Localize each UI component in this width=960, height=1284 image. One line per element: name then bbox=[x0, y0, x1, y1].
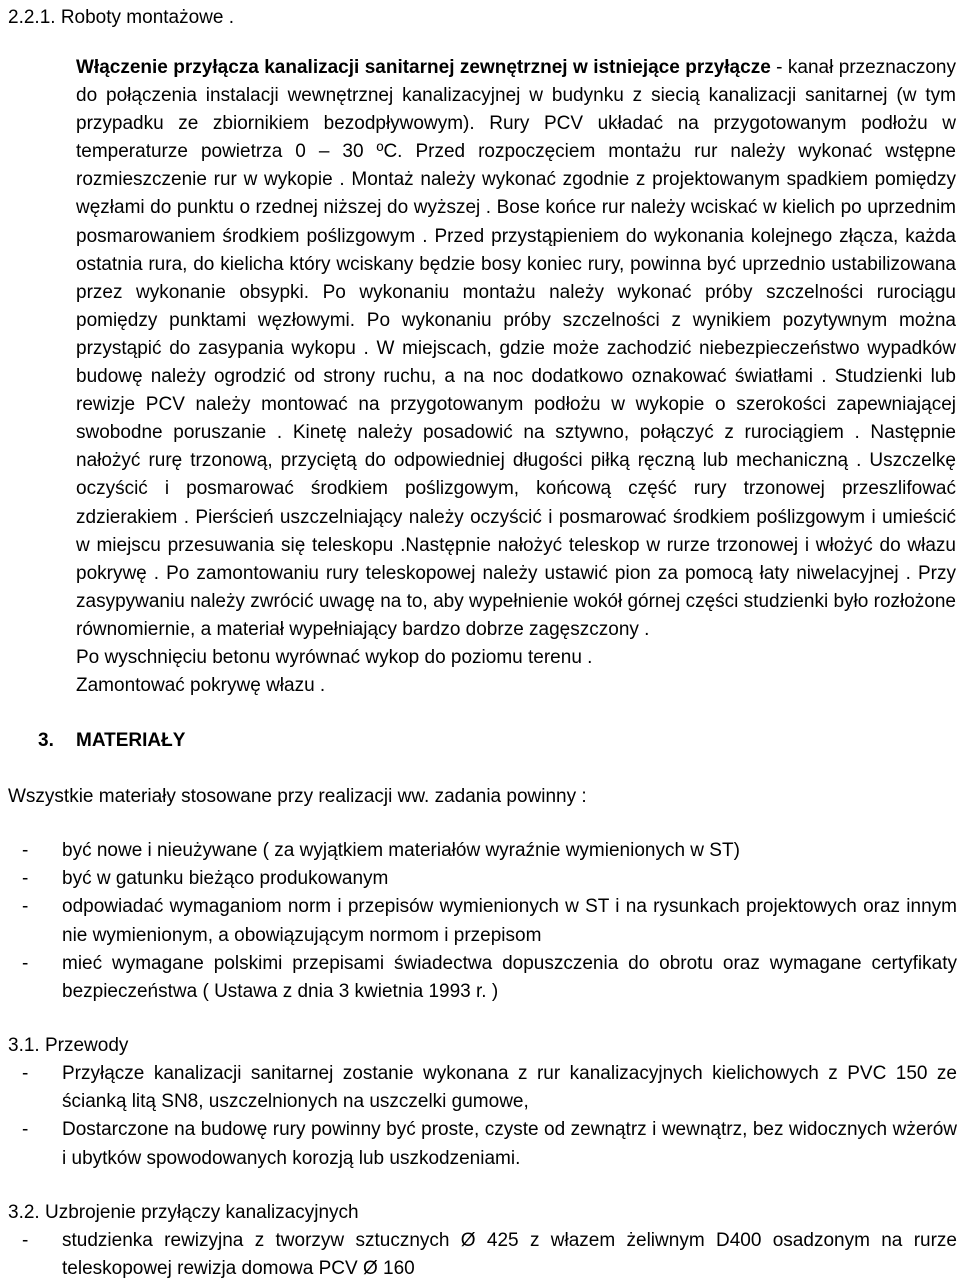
dash-bullet: - bbox=[22, 1063, 29, 1084]
dash-bullet: - bbox=[22, 896, 29, 918]
dash-bullet: - bbox=[22, 868, 29, 890]
installation-paragraph bbox=[76, 54, 956, 700]
dash-bullet: - bbox=[22, 1230, 29, 1251]
list-item-text: studzienka rewizyjna z tworzyw sztucznych Ø 425 z włazem żeliwnym D400 osadzonym na rurze teleskopowej rewizja domowa PCV Ø 160 bbox=[62, 1230, 957, 1280]
materials-intro: Wszystkie materiały stosowane przy realizacji ww. zadania powinny : bbox=[8, 786, 587, 807]
dash-bullet: - bbox=[22, 1119, 29, 1141]
list-item bbox=[22, 893, 957, 949]
materials-title bbox=[38, 727, 185, 755]
list-item-text: być w gatunku bieżąco produkowanym bbox=[62, 868, 389, 890]
list-item bbox=[22, 950, 957, 1006]
list-item-text: Przyłącze kanalizacji sanitarnej zostanie wykonana z rur kanalizacyjnych kielichowych z PVC 150 ze ścianką litą SN8, uszczelnionych na uszczelki gumowe, bbox=[62, 1063, 957, 1113]
paragraph-lead: Włączenie przyłącza kanalizacji sanitarnej zewnętrznej w istniejące przyłącze bbox=[76, 57, 771, 78]
pipes-list bbox=[22, 1060, 957, 1173]
list-item bbox=[22, 1227, 957, 1283]
list-item-text: odpowiadać wymaganiom norm i przepisów wymienionych w ST i na rysunkach projektowych oraz innym nie wymienionym, a obowiązującym normom i przepisom bbox=[62, 896, 957, 946]
dash-bullet: - bbox=[22, 840, 29, 861]
paragraph-tail-1: Po wyschnięciu betonu wyrównać wykop do poziomu terenu . bbox=[76, 646, 593, 668]
paragraph-tail-2: Zamontować pokrywę włazu . bbox=[76, 675, 326, 697]
list-item-text: Dostarczone na budowę rury powinny być proste, czyste od zewnątrz i wewnątrz, bez widocznych wżerów i ubytków spowodowanych korozją lub uszkodzeniami. bbox=[62, 1119, 957, 1169]
paragraph-text: - kanał przeznaczony do połączenia instalacji wewnętrznej kanalizacyjnej w budynku z siecią kanalizacji sanitarnej (w tym przypadku ze zbiornikiem bezodpływowym). Rury PCV układać na przygotowanym podłożu w temperaturze powietrza 0 – 30 ºC. Przed rozpoczęciem montażu rur należy wykonać wstępne rozmieszczenie rur w wykopie . Montaż należy wykonać zgodnie z projektowanym spadkiem pomiędzy węzłami do punktu o rzednej niższej do wyższej . Bose końce rur należy wciskać w kielich po uprzednim posmarowaniem środkiem poślizgowym . Przed przystąpieniem do wykonania kolejnego złącza, każda ostatnia rura, do kielicha który wciskany będzie bosy koniec rury, powinna być uprzednio ustabilizowana przez wykonanie obsypki. Po wykonaniu montażu należy wykonać próby szczelności rurociągu pomiędzy punktami węzłowymi. Po wykonaniu próby szczelności z wynikiem pozytywnym można przystąpić do zasypania wykopu . W miejscach, gdzie może zachodzić niebezpieczeństwo wypadków budowę należy ogrodzić od strony ruchu, a na noc dodatkowo oznakować światłami . Studzienki lub rewizje PCV należy montować na przygotowanym podłożu w wykopie o szerokości zapewniającej swobodne poruszanie . Kinetę należy posadowić na sztywno, połączyć z rurociągiem . Następnie nałożyć rurę trzonową, przyciętą do odpowiedniej długości piłką ręczną lub mechaniczną . Uszczelkę oczyścić i posmarować środkiem poślizgowym, końcową część rury trzonowej przeszlifować zdzierakiem . Pierścień uszczelniający należy oczyścić i posmarować środkiem poślizgowym i umieścić w miejscu przesuwania się teleskopu .Następnie nałożyć teleskop w rurze trzonowej i włożyć do włazu pokrywę . Po zamontowaniu rury teleskopowej należy ustawić pion za pomocą łaty niwelacyjnej . Przy zasypywaniu należy zwrócić uwagę na to, aby wypełnienie wokół górnej części studzienki było rozłożone równomiernie, a materiał wypełniający bardzo dobrze zagęszczony . bbox=[76, 57, 956, 640]
materials-list bbox=[22, 837, 957, 1006]
materials-number: 3. bbox=[38, 730, 54, 751]
section-heading: 2.2.1. Roboty montażowe . bbox=[8, 7, 235, 28]
materials-title-text: MATERIAŁY bbox=[76, 730, 186, 751]
list-item-text: mieć wymagane polskimi przepisami świadectwa dopuszczenia do obrotu oraz wymagane certyfikaty bezpieczeństwa ( Ustawa z dnia 3 kwietnia 1993 r. ) bbox=[62, 952, 957, 1003]
list-item-text: być nowe i nieużywane ( za wyjątkiem materiałów wyraźnie wymienionych w ST) bbox=[62, 840, 740, 861]
list-item bbox=[22, 837, 957, 865]
pipes-heading: 3.1. Przewody bbox=[8, 1035, 129, 1056]
fittings-list bbox=[22, 1227, 957, 1283]
list-item bbox=[22, 1116, 957, 1172]
list-item bbox=[22, 865, 957, 893]
list-item bbox=[22, 1060, 957, 1116]
dash-bullet: - bbox=[22, 952, 29, 974]
fittings-heading: 3.2. Uzbrojenie przyłączy kanalizacyjnych bbox=[8, 1202, 359, 1223]
